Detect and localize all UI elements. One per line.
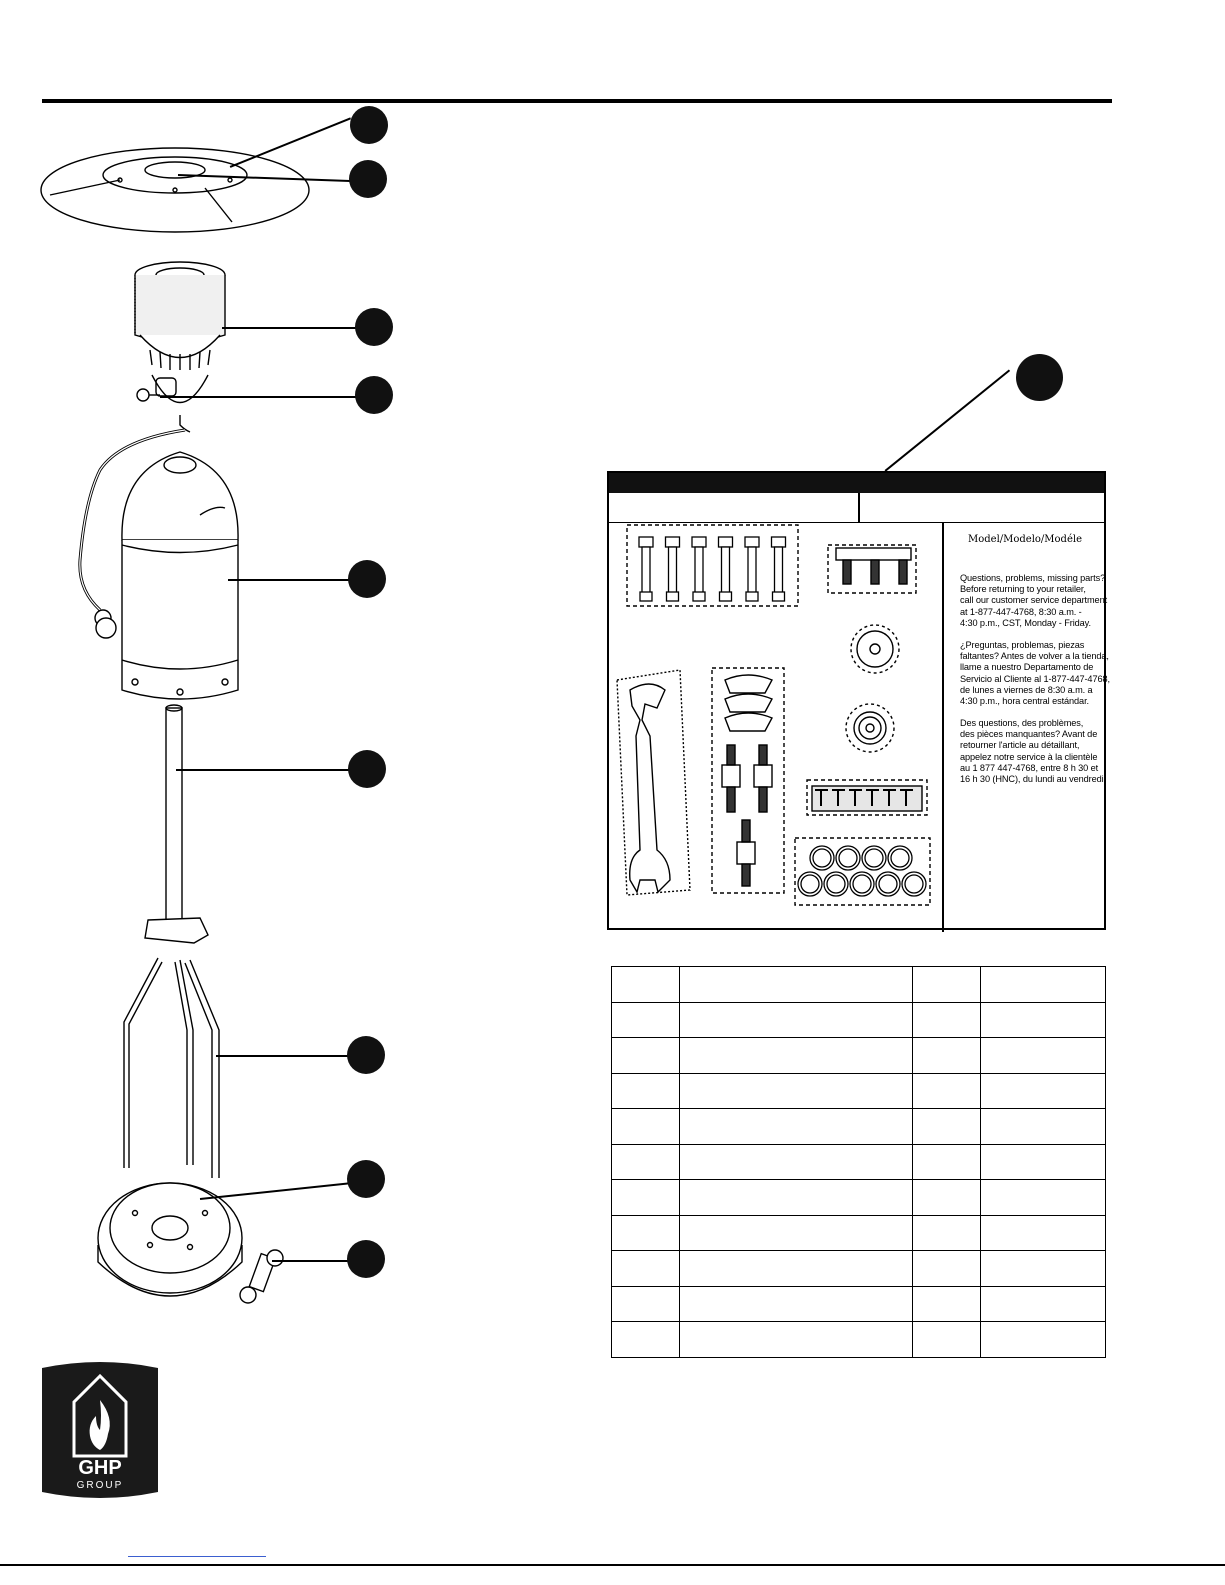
- panel-subheader: [609, 493, 1104, 523]
- table-cell: [912, 1144, 980, 1180]
- table-cell: [680, 1002, 913, 1038]
- table-cell: [981, 1251, 1106, 1287]
- table-row: [612, 1251, 1106, 1287]
- table-row: [612, 1144, 1106, 1180]
- table-row: [612, 1002, 1106, 1038]
- footer-link-underline[interactable]: [128, 1556, 266, 1557]
- leader-line: [176, 769, 358, 771]
- help-line: faltantes? Antes de volver a la tienda,: [960, 651, 1109, 662]
- table-cell: [680, 1322, 913, 1358]
- table-cell: [912, 1322, 980, 1358]
- table-cell: [912, 1073, 980, 1109]
- table-cell: [981, 1180, 1106, 1216]
- table-cell: [981, 1038, 1106, 1074]
- help-text-english: [960, 573, 1110, 629]
- support-legs: [124, 958, 219, 1178]
- reflector-shield: [41, 148, 309, 232]
- table-cell: [612, 1038, 680, 1074]
- logo-subtext: GROUP: [76, 1480, 124, 1491]
- table-cell: [981, 1002, 1106, 1038]
- table-cell: [612, 1073, 680, 1109]
- table-cell: [612, 1286, 680, 1322]
- table-cell: [912, 1251, 980, 1287]
- callout-marker: [349, 160, 387, 198]
- model-label: Model/Modelo/Modéle: [967, 534, 1082, 545]
- callout-marker: [348, 560, 386, 598]
- callout-marker: [355, 376, 393, 414]
- leader-line: [216, 1055, 360, 1057]
- table-cell: [981, 967, 1106, 1003]
- table-row: [612, 1322, 1106, 1358]
- help-line: Before returning to your retailer,: [960, 584, 1086, 595]
- table-cell: [981, 1073, 1106, 1109]
- regulator: [95, 610, 116, 638]
- table-cell: [680, 1180, 913, 1216]
- tank-housing: [122, 452, 238, 699]
- table-row: [612, 1073, 1106, 1109]
- table-row: [612, 1286, 1106, 1322]
- panel-header-bar: [609, 473, 1104, 493]
- table-header-row: [612, 967, 1106, 1003]
- table-cell: [612, 1180, 680, 1216]
- panel-divider: [858, 493, 860, 523]
- table-cell: [680, 1144, 913, 1180]
- table-cell: [612, 1322, 680, 1358]
- table-cell: [981, 1109, 1106, 1145]
- footer-rule: [0, 1564, 1225, 1566]
- table-cell: [680, 1286, 913, 1322]
- help-line: au 1 877 447-4768, entre 8 h 30 et: [960, 762, 1099, 773]
- callout-marker: [347, 1160, 385, 1198]
- table-cell: [612, 1109, 680, 1145]
- table-cell: [680, 1215, 913, 1251]
- table-cell: [981, 1144, 1106, 1180]
- support-post: [145, 705, 208, 943]
- table-cell: [680, 1109, 913, 1145]
- table-cell: [912, 1215, 980, 1251]
- table-cell: [680, 1073, 913, 1109]
- help-line: Des questions, des problèmes,: [960, 718, 1084, 728]
- help-line: 4:30 p.m., hora central estándar.: [960, 696, 1089, 707]
- table-cell: [612, 1144, 680, 1180]
- table-cell: [912, 1038, 980, 1074]
- help-line: retourner l'article au détaillant,: [960, 740, 1080, 751]
- help-line: at 1-877-447-4768, 8:30 a.m. -: [960, 606, 1082, 617]
- table-cell: [680, 1038, 913, 1074]
- help-line: des pièces manquantes? Avant de: [960, 729, 1098, 740]
- help-line: de lunes a viernes de 8:30 a.m. a: [960, 684, 1093, 695]
- parts-list-table: [611, 966, 1106, 1358]
- help-line: ¿Preguntas, problemas, piezas: [960, 640, 1085, 650]
- leader-line: [228, 579, 358, 581]
- leader-line: [222, 327, 362, 329]
- table-row: [612, 1180, 1106, 1216]
- help-line: appelez notre service à la clientèle: [960, 751, 1098, 762]
- callout-marker: [347, 1240, 385, 1278]
- table-cell: [981, 1322, 1106, 1358]
- table-cell: [612, 967, 680, 1003]
- table-row: [612, 1215, 1106, 1251]
- help-line: Questions, problems, missing parts?: [960, 573, 1106, 583]
- help-line: Servicio al Cliente al 1-877-447-4768,: [960, 673, 1110, 684]
- leader-line: [160, 396, 360, 398]
- table-cell: [912, 1002, 980, 1038]
- table-cell: [912, 967, 980, 1003]
- help-line: 16 h 30 (HNC), du lundi au vendredi.: [960, 774, 1107, 785]
- table-cell: [912, 1180, 980, 1216]
- table-row: [612, 1038, 1106, 1074]
- ghp-group-logo: [42, 1360, 158, 1500]
- callout-marker: [355, 308, 393, 346]
- table-cell: [612, 1251, 680, 1287]
- table-cell: [612, 1002, 680, 1038]
- callout-marker: [347, 1036, 385, 1074]
- help-text-spanish: [960, 640, 1110, 707]
- emitter-screen: [135, 262, 225, 432]
- help-line: 4:30 p.m., CST, Monday - Friday.: [960, 617, 1091, 628]
- help-text-french: [960, 718, 1110, 785]
- callout-marker: [1016, 354, 1063, 401]
- table-cell: [912, 1286, 980, 1322]
- logo-text: GHP: [78, 1457, 122, 1479]
- table-cell: [981, 1215, 1106, 1251]
- callout-marker: [350, 106, 388, 144]
- table-cell: [680, 967, 913, 1003]
- table-row: [612, 1109, 1106, 1145]
- panel-divider: [942, 523, 944, 932]
- table-cell: [680, 1251, 913, 1287]
- table-cell: [912, 1109, 980, 1145]
- table-cell: [612, 1215, 680, 1251]
- base: [98, 1183, 242, 1296]
- wheel-assembly: [240, 1250, 283, 1303]
- callout-marker: [348, 750, 386, 788]
- table-cell: [981, 1286, 1106, 1322]
- help-line: llame a nuestro Departamento de: [960, 662, 1094, 673]
- help-line: call our customer service department: [960, 595, 1108, 606]
